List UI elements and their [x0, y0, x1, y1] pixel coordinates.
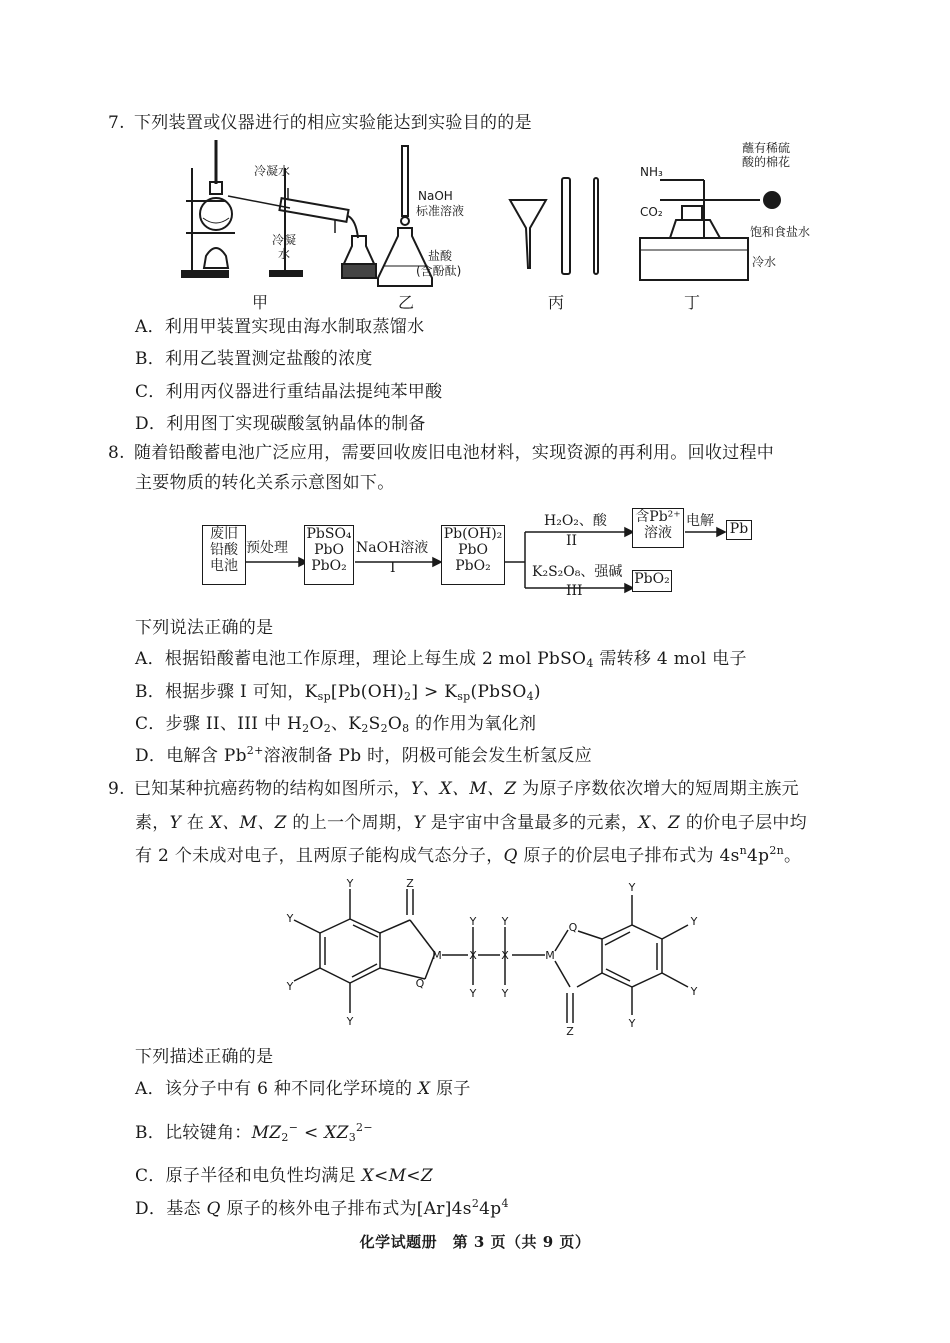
- svg-text:Y: Y: [346, 1015, 354, 1028]
- svg-text:Y: Y: [286, 980, 294, 993]
- jia-annotation-2-line2: 水: [278, 247, 291, 261]
- page-footer: 化学试题册 第 3 页（共 9 页）: [359, 1233, 591, 1251]
- svg-text:蘸有稀硫: 蘸有稀硫: [742, 141, 791, 155]
- flow-box-pbo2: PbO₂: [632, 570, 672, 592]
- flow-box-pb2-solution: 含Pb²⁺ 溶液: [632, 508, 684, 548]
- svg-text:Y: Y: [286, 912, 294, 925]
- q8-option-d: D．电解含 $Pb^{2+}$溶液制备 Pb 时，阴极可能会发生析氢反应: [135, 744, 593, 766]
- q7-option-d: D．利用图丁实现碳酸氢钠晶体的制备: [135, 414, 426, 434]
- svg-text:盐酸: 盐酸: [428, 249, 453, 263]
- jia-annotation-2-line1: 冷凝: [272, 233, 297, 247]
- svg-text:M: M: [545, 949, 555, 962]
- svg-text:Y: Y: [690, 915, 698, 928]
- flow-box-pb: Pb: [726, 520, 752, 540]
- q8-stem-line2: 主要物质的转化关系示意图如下。: [135, 473, 395, 493]
- svg-text:Y: Y: [501, 987, 509, 1000]
- q7-option-a: A．利用甲装置实现由海水制取蒸馏水: [135, 317, 425, 337]
- q7-option-c: C．利用丙仪器进行重结晶法提纯苯甲酸: [135, 382, 443, 402]
- svg-text:NaOH: NaOH: [418, 189, 453, 203]
- figure-label-bing: 丙: [548, 293, 565, 312]
- svg-text:Y: Y: [469, 915, 477, 928]
- flow-label-step-iii: III: [566, 583, 583, 599]
- q8-option-a: A．根据铅酸蓄电池工作原理，理论上每生成 2 mol PbSO$_4$ 需转移 4 mol 电子: [135, 649, 747, 670]
- q7-apparatus-figures: [170, 138, 830, 313]
- q8-number: 8.: [108, 443, 125, 463]
- apparatus-bing: [510, 178, 598, 274]
- svg-text:CO₂: CO₂: [640, 205, 663, 219]
- svg-text:Z: Z: [566, 1025, 574, 1038]
- flow-label-naoh: NaOH溶液: [356, 540, 429, 556]
- svg-text:Y: Y: [501, 915, 509, 928]
- flow-box-step2-solids: Pb(OH)₂ PbO PbO₂: [441, 525, 505, 585]
- q7-option-b: B．利用乙装置测定盐酸的浓度: [135, 349, 373, 369]
- q9-stem-line1: 9. 已知某种抗癌药物的结构如图所示，Y、X、M、Z 为原子序数依次增大的短周期主族元: [108, 779, 799, 799]
- svg-text:冷水: 冷水: [752, 255, 777, 269]
- q9-stem-line3: 有 2 个未成对电子，且两原子能构成气态分子，Q 原子的价层电子排布式为 $4s^n4p^{2n}$。: [135, 844, 802, 866]
- q9-molecular-structure: [280, 875, 710, 1040]
- q7-stem: 7. 下列装置或仪器进行的相应实验能达到实验目的的是: [108, 113, 532, 133]
- svg-text:Y: Y: [690, 985, 698, 998]
- flow-label-pretreatment: 预处理: [246, 540, 288, 556]
- q8-option-c: C．步骤 II、III 中 $H_2O_2$、$K_2S_2O_8$ 的作用为氧化剂: [135, 714, 537, 735]
- svg-text:Q: Q: [415, 977, 425, 990]
- svg-text:饱和食盐水: 饱和食盐水: [750, 225, 811, 239]
- svg-text:标准溶液: 标准溶液: [416, 204, 465, 218]
- flow-label-electrolysis: 电解: [686, 513, 714, 529]
- svg-text:(含酚酞): (含酚酞): [416, 264, 462, 278]
- flow-label-k2s2o8-base: K₂S₂O₈、强碱: [532, 564, 623, 580]
- q9-option-a: A．该分子中有 6 种不同化学环境的 X 原子: [135, 1079, 471, 1099]
- svg-text:X: X: [501, 949, 509, 962]
- svg-text:Y: Y: [346, 877, 354, 890]
- svg-text:Q: Q: [568, 921, 578, 934]
- flow-label-h2o2-acid: H₂O₂、酸: [544, 513, 607, 529]
- svg-text:NH₃: NH₃: [640, 165, 663, 179]
- q8-stem-line1: 8. 随着铅酸蓄电池广泛应用，需要回收废旧电池材料，实现资源的再利用。回收过程中: [108, 443, 775, 463]
- svg-text:M: M: [432, 949, 442, 962]
- svg-text:Y: Y: [469, 987, 477, 1000]
- jia-annotation-1: 冷凝水: [254, 164, 291, 178]
- q8-prompt: 下列说法正确的是: [135, 618, 274, 638]
- svg-text:Y: Y: [628, 881, 636, 894]
- svg-text:X: X: [469, 949, 477, 962]
- flow-box-step1-solids: PbSO₄ PbO PbO₂: [304, 525, 354, 585]
- q9-option-d: D．基态 Q 原子的核外电子排布式为$[Ar]4s^24p^4$: [135, 1197, 509, 1219]
- figure-label-ding: 丁: [684, 293, 701, 312]
- flow-box-waste-battery: 废旧 铅酸 电池: [202, 525, 246, 585]
- q9-option-c: C．原子半径和电负性均满足 X<M<Z: [135, 1166, 433, 1186]
- svg-text:酸的棉花: 酸的棉花: [742, 155, 791, 169]
- q9-number: 9.: [108, 779, 125, 799]
- q9-prompt: 下列描述正确的是: [135, 1047, 274, 1067]
- flow-label-step-ii: II: [566, 533, 578, 549]
- q9-stem-line2: 素，Y 在 X、M、Z 的上一个周期，Y 是宇宙中含量最多的元素，X、Z 的价电子层中均: [135, 813, 807, 833]
- flow-label-step-i: I: [390, 560, 396, 576]
- q8-option-b: B．根据步骤 I 可知，$K_{sp}[Pb(OH)_2]$ > $K_{sp}(PbSO_4)$: [135, 682, 541, 703]
- svg-text:Z: Z: [406, 877, 414, 890]
- q7-number: 7.: [108, 113, 125, 133]
- figure-label-jia: 甲: [252, 293, 269, 312]
- svg-text:Y: Y: [628, 1017, 636, 1030]
- figure-label-yi: 乙: [398, 293, 415, 312]
- q9-option-b: B．比较键角：$MZ_2^- < XZ_3^{2-}$: [135, 1121, 373, 1144]
